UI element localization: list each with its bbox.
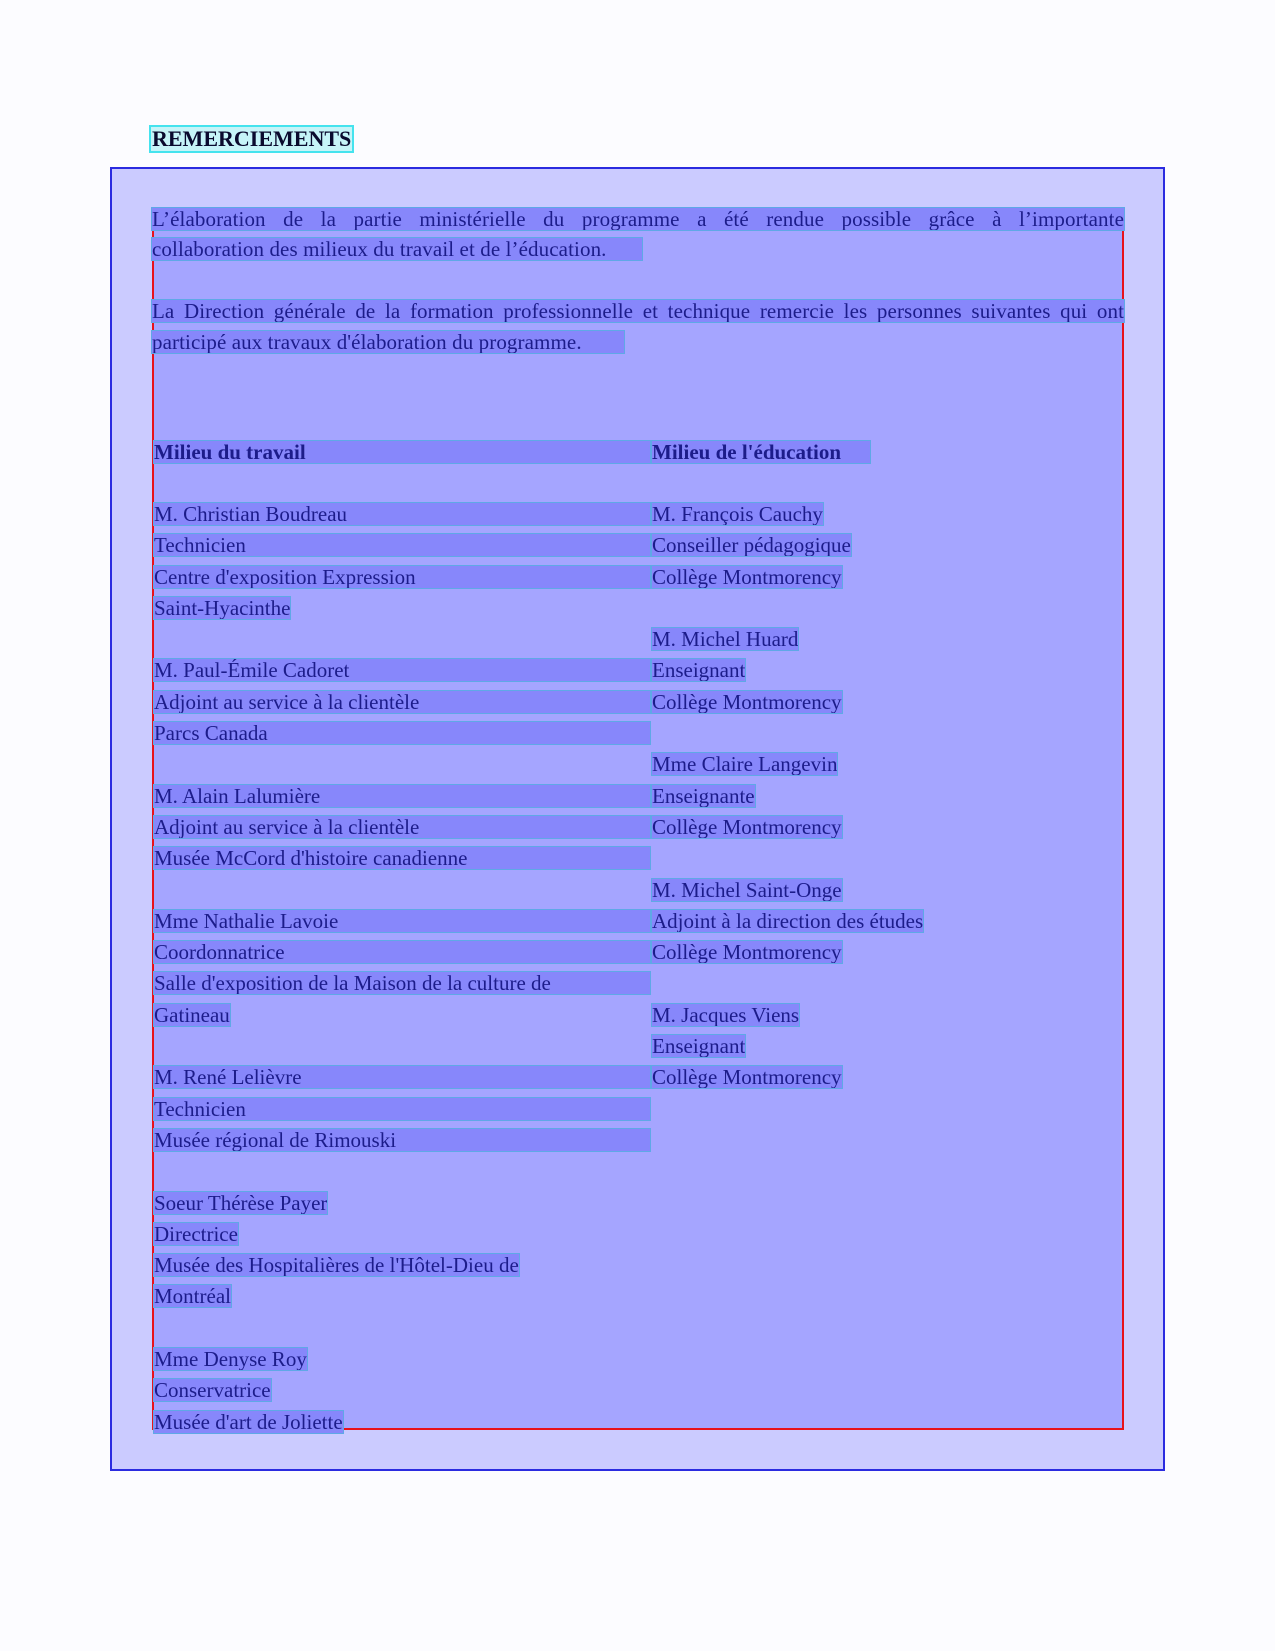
left-entry-2-line-3: Parcs Canada <box>154 722 650 744</box>
left-entry-1-line-3: Centre d'exposition Expression <box>154 566 650 588</box>
left-entry-5-line-2: Technicien <box>154 1098 650 1120</box>
left-entry-4-line-1: Mme Nathalie Lavoie <box>154 910 650 932</box>
left-entry-3-line-3: Musée McCord d'histoire canadienne <box>154 847 650 869</box>
left-entry-6-line-1: Soeur Thérèse Payer <box>154 1191 328 1215</box>
left-entry-4-line-4: Gatineau <box>154 1003 230 1027</box>
right-entry-1-line-3: Collège Montmorency <box>652 565 842 589</box>
left-entry-3-line-1: M. Alain Lalumière <box>154 785 650 807</box>
left-entry-2-line-1: M. Paul-Émile Cadoret <box>154 659 650 681</box>
right-entry-2-line-1: M. Michel Huard <box>652 627 799 651</box>
right-entry-3-line-3: Collège Montmorency <box>652 815 842 839</box>
right-entry-4-line-1: M. Michel Saint-Onge <box>652 878 842 902</box>
left-entry-5-line-3: Musée régional de Rimouski <box>154 1129 650 1151</box>
intro-paragraph-1-line-1: L’élaboration de la partie ministérielle du programme a été rendue possible grâce à l’importante <box>152 207 1124 231</box>
right-entry-2-line-2: Enseignant <box>652 658 746 682</box>
left-entry-6-line-2: Directrice <box>154 1222 238 1246</box>
left-entry-1-line-2: Technicien <box>154 534 650 556</box>
right-entry-4-line-2: Adjoint à la direction des études <box>652 909 924 933</box>
right-column-header: Milieu de l'éducation <box>652 441 870 463</box>
right-entry-2-line-3: Collège Montmorency <box>652 690 842 714</box>
right-entry-5-line-3: Collège Montmorency <box>652 1065 842 1089</box>
left-column-header: Milieu du travail <box>154 441 650 463</box>
right-entry-5-line-1: M. Jacques Viens <box>652 1003 800 1027</box>
left-entry-7-line-3: Musée d'art de Joliette <box>154 1410 343 1434</box>
left-entry-7-line-2: Conservatrice <box>154 1378 271 1402</box>
right-entry-3-line-1: Mme Claire Langevin <box>652 752 838 776</box>
left-entry-4-line-3: Salle d'exposition de la Maison de la culture de <box>154 972 650 994</box>
left-entry-2-line-2: Adjoint au service à la clientèle <box>154 691 650 713</box>
right-entry-1-line-2: Conseiller pédagogique <box>652 533 851 557</box>
left-entry-6-line-3: Musée des Hospitalières de l'Hôtel-Dieu de <box>154 1253 519 1277</box>
left-entry-7-line-1: Mme Denyse Roy <box>154 1347 307 1371</box>
right-entry-1-line-1: M. François Cauchy <box>652 502 823 526</box>
left-entry-4-line-2: Coordonnatrice <box>154 941 650 963</box>
left-entry-6-line-4: Montréal <box>154 1284 231 1308</box>
page-title: REMERCIEMENTS <box>152 126 352 151</box>
right-entry-4-line-3: Collège Montmorency <box>652 940 842 964</box>
left-entry-1-line-4: Saint-Hyacinthe <box>154 596 291 620</box>
left-entry-5-line-1: M. René Lelièvre <box>154 1066 650 1088</box>
right-entry-3-line-2: Enseignante <box>652 784 755 808</box>
right-entry-5-line-2: Enseignant <box>652 1034 746 1058</box>
intro-paragraph-2-line-1: La Direction générale de la formation professionnelle et technique remercie les personnes suivantes qui ont <box>152 299 1124 323</box>
left-entry-3-line-2: Adjoint au service à la clientèle <box>154 816 650 838</box>
intro-paragraph-2-line-2: participé aux travaux d'élaboration du programme. <box>152 331 624 353</box>
left-entry-1-line-1: M. Christian Boudreau <box>154 503 650 525</box>
intro-paragraph-1-line-2: collaboration des milieux du travail et de l’éducation. <box>152 238 642 260</box>
